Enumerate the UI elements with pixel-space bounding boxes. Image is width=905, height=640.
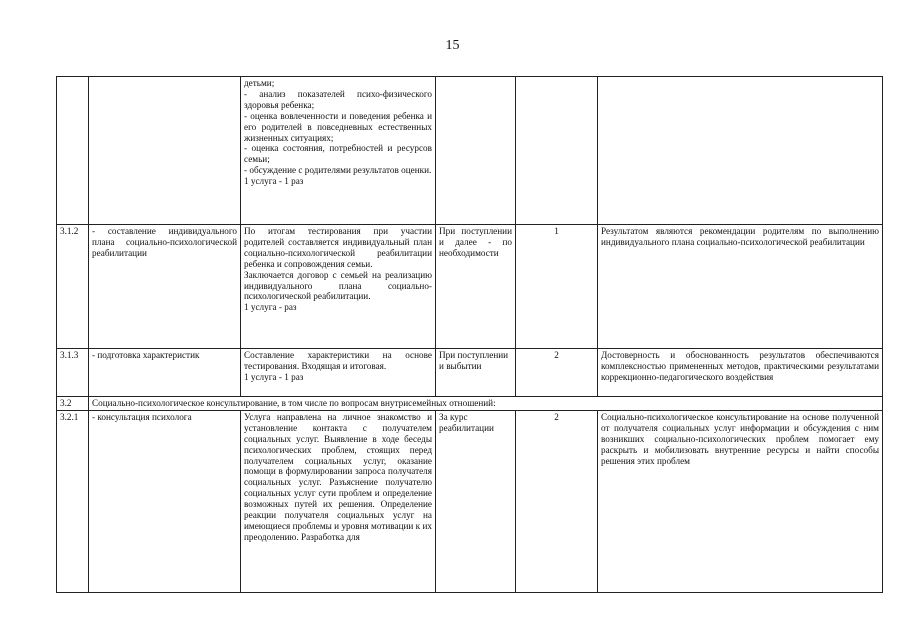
table-row [57, 349, 883, 397]
table-row [57, 410, 883, 592]
service-result [598, 77, 883, 225]
service-description [241, 225, 436, 349]
service-description [241, 77, 436, 225]
service-result: Достоверность и обоснованность результатов обеспечиваются комплексностью примененных методов, практическими результатами коррекционно-педагогического воздействия [598, 349, 883, 397]
description-line: - анализ показателей психо-физического здоровья ребенка; [244, 88, 432, 110]
row-number: 3.1.3 [57, 349, 89, 397]
description-line: По итогам тестирования при участии родителей составляется индивидуальный план социально-психологической реабилитации ребенка и сопровождения семьи. [244, 226, 432, 269]
description-line: - оценка состояния, потребностей и ресурсов семьи; [244, 143, 432, 165]
service-volume: 2 [516, 349, 598, 397]
service-result: Результатом являются рекомендации родителям по выполнению индивидуального плана социально-психологической реабилитации [598, 225, 883, 349]
service-term [436, 77, 516, 225]
table-row [57, 77, 883, 225]
service-description: Услуга направлена на личное знакомство и установление контакта с получателем социальных услуг. Выявление в ходе беседы психологических проблем, стоящих перед получателем социальных услуг, оказание помощи в формулировании запроса получателя социальных услуг. Разъяснение получателю социальных услуг сути проблем и определение возможных путей их решения. Определение реакции получателя социальных услуг на имеющиеся проблемы и уровня мотивации к их преодолению. Разработка для [241, 410, 436, 592]
service-term: За курс реабилитации [436, 410, 516, 592]
service-volume: 1 [516, 225, 598, 349]
row-number: 3.1.2 [57, 225, 89, 349]
section-number: 3.2 [57, 397, 89, 411]
description-line: - оценка вовлеченности и поведения ребенка и его родителей в повседневных естественных жизненных ситуациях; [244, 110, 432, 143]
service-name: - составление индивидуального плана социально-психологической реабилитации [89, 225, 241, 349]
section-row [57, 397, 883, 411]
service-term: При поступлении и далее - по необходимости [436, 225, 516, 349]
service-description [241, 349, 436, 397]
description-line: 1 услуга - 1 раз [244, 371, 304, 382]
service-name: - консультация психолога [89, 410, 241, 592]
services-table [56, 76, 883, 593]
description-line: детьми; [244, 78, 275, 88]
service-term: При поступлении и выбытии [436, 349, 516, 397]
page-number: 15 [445, 38, 460, 53]
service-name: - подготовка характеристик [89, 349, 241, 397]
service-volume [516, 77, 598, 225]
row-number: 3.2.1 [57, 410, 89, 592]
table-row [57, 225, 883, 349]
service-volume: 2 [516, 410, 598, 592]
description-line: - обсуждение с родителями результатов оценки. [244, 165, 432, 176]
section-title: Социально-психологическое консультирование, в том числе по вопросам внутрисемейных отношений: [89, 397, 883, 411]
description-line: Заключается договор с семьей на реализацию индивидуального плана социально-психологической реабилитации. [244, 269, 432, 302]
description-line: 1 услуга - 1 раз [244, 176, 304, 187]
description-line: 1 услуга - раз [244, 302, 297, 313]
row-number [57, 77, 89, 225]
service-result: Социально-психологическое консультирование на основе полученной от получателя социальных услуг информации и обсуждения с ним возникших социально-психологических проблем помогает ему раскрыть и мобилизовать внутренние ресурсы и найти способы решения этих проблем [598, 410, 883, 592]
description-line: Составление характеристики на основе тестирования. Входящая и итоговая. [244, 350, 432, 371]
service-name [89, 77, 241, 225]
